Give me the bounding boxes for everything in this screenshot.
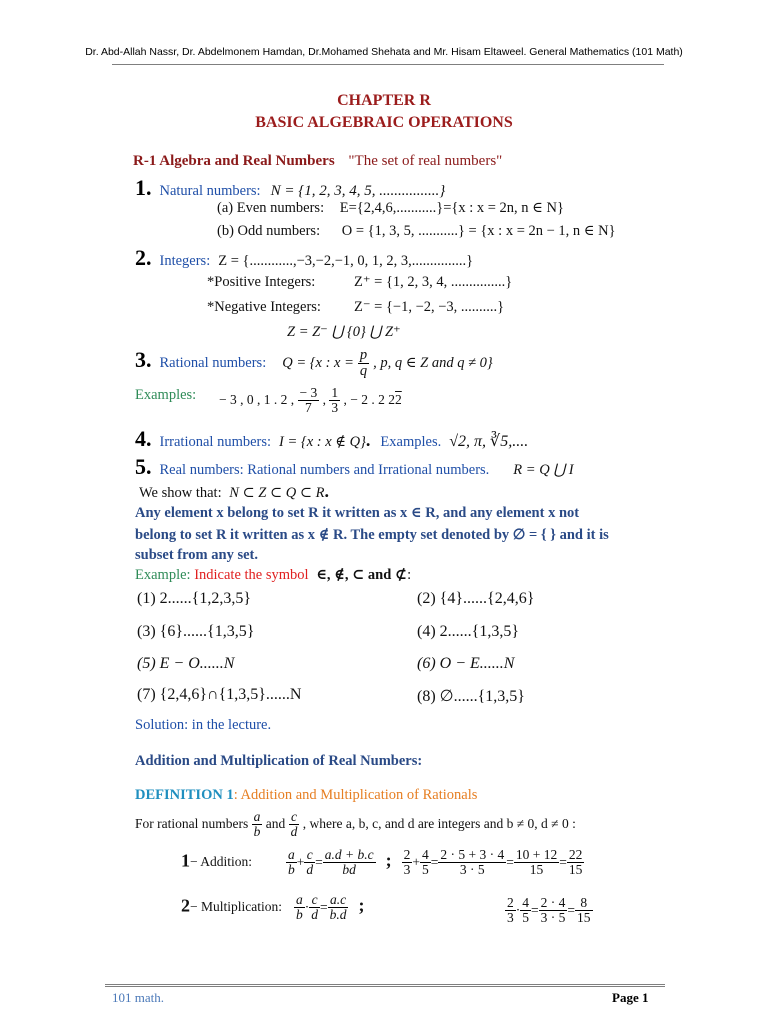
exercise-item: (7) {2,4,6}∩{1,3,5}......N bbox=[137, 686, 302, 703]
even-set: E={2,4,6,...........}={x : x = 2n, n ∈ N} bbox=[339, 200, 564, 216]
intro-fraction-cd bbox=[289, 810, 300, 839]
equals-sign: = bbox=[315, 854, 323, 870]
example-line bbox=[135, 566, 411, 584]
fraction-a-b bbox=[286, 848, 297, 877]
section-quote: "The set of real numbers" bbox=[348, 153, 503, 169]
fraction-numerator: − 3 bbox=[299, 385, 318, 400]
even-numbers bbox=[217, 200, 564, 217]
rational-label: Rational numbers: bbox=[159, 355, 267, 371]
exercise-item: (4) 2......{1,3,5} bbox=[417, 623, 520, 640]
definition-intro bbox=[135, 810, 576, 839]
negative-integers-set: Z⁻ = {−1, −2, −3, ..........} bbox=[354, 299, 505, 315]
fraction-numerator: a.d + b.c bbox=[324, 847, 374, 862]
odd-numbers bbox=[217, 223, 616, 240]
intro-and: and bbox=[265, 815, 286, 831]
chapter-title: CHAPTER R bbox=[337, 92, 431, 109]
exercise-item: (2) {4}......{2,4,6} bbox=[417, 590, 535, 607]
item-5 bbox=[135, 454, 574, 480]
multiplication-number: 2 bbox=[181, 895, 190, 916]
fraction-numerator: 4 bbox=[421, 847, 429, 862]
fraction-denominator: b.d bbox=[329, 907, 347, 923]
item-4 bbox=[135, 426, 528, 452]
element-line-1: Any element x belong to set R it written as x ∈ R, and any element x not bbox=[135, 505, 580, 521]
rational-set-end: , p, q ∈ Z and q ≠ 0} bbox=[373, 355, 493, 371]
fraction-numerator: 10 + 12 bbox=[515, 847, 558, 862]
fraction-numerator: a.c bbox=[329, 892, 347, 907]
example-fraction bbox=[514, 848, 559, 877]
page-header: Dr. Abd-Allah Nassr, Dr. Abdelmonem Hamdan, Dr.Mohamed Shehata and Mr. Hisam Eltaweel. General Mathematics (101 Math) bbox=[85, 46, 683, 58]
set-chain: N ⊂ Z ⊂ Q ⊂ R bbox=[229, 485, 325, 501]
integers-label: Integers: bbox=[159, 253, 211, 269]
fraction-denominator: 3 bbox=[403, 862, 411, 878]
fraction-denominator: 15 bbox=[577, 910, 591, 926]
fraction-numerator: c bbox=[311, 892, 318, 907]
fraction-denominator: bd bbox=[323, 862, 376, 877]
dot-sign: · bbox=[515, 902, 521, 918]
fraction-numerator: a bbox=[288, 847, 295, 862]
multiplication-label: − Multiplication: bbox=[190, 899, 282, 915]
footer-page-number: Page 1 bbox=[612, 990, 649, 1005]
fraction-numerator: 2 · 5 + 3 · 4 bbox=[440, 847, 505, 862]
integer-union: Z = Z⁻ ⋃ {0} ⋃ Z⁺ bbox=[287, 324, 401, 340]
example-fraction bbox=[505, 896, 516, 925]
example-fraction-2 bbox=[329, 386, 340, 415]
fraction-denominator: 7 bbox=[298, 400, 320, 415]
we-show bbox=[139, 481, 329, 502]
equals-sign: = bbox=[531, 902, 539, 918]
plus-sign: + bbox=[412, 854, 420, 870]
example-fraction bbox=[402, 848, 413, 877]
item-number: 5. bbox=[135, 454, 152, 479]
footer-course: 101 math. bbox=[112, 990, 164, 1005]
even-label: (a) Even numbers: bbox=[217, 200, 325, 216]
rational-fraction bbox=[358, 348, 369, 379]
semicolon: ; bbox=[358, 895, 365, 916]
plus-sign: + bbox=[296, 854, 305, 870]
chain-dot: . bbox=[324, 481, 329, 501]
equals-sign: = bbox=[567, 902, 575, 918]
fraction-numerator: 1 bbox=[331, 385, 339, 400]
addition-number: 1 bbox=[181, 850, 190, 871]
fraction-c-d bbox=[304, 848, 315, 877]
equals-sign: = bbox=[430, 854, 439, 870]
fraction-denominator: 15 bbox=[568, 862, 583, 878]
exercise-item: (5) E − O......N bbox=[137, 655, 235, 672]
fraction-denominator: q bbox=[359, 362, 368, 379]
example-fraction bbox=[420, 848, 431, 877]
natural-label: Natural numbers: bbox=[159, 183, 261, 199]
equals-sign: = bbox=[506, 854, 514, 870]
example-label: Example: bbox=[135, 567, 191, 583]
solution-note: Solution: in the lecture. bbox=[135, 717, 272, 733]
example-symbols: ∈, ∉, ⊂ and ⊄ bbox=[316, 567, 408, 583]
irrational-examples-label: Examples. bbox=[380, 434, 442, 450]
semicolon: ; bbox=[385, 850, 392, 871]
fraction-numerator: c bbox=[306, 847, 313, 862]
multiplication-example bbox=[505, 896, 593, 925]
fraction-denominator: 3 · 5 bbox=[438, 862, 506, 877]
addition-row bbox=[181, 848, 584, 877]
example-fraction-1 bbox=[298, 386, 320, 415]
example-separator: , bbox=[322, 391, 326, 407]
example-fraction bbox=[567, 848, 585, 877]
item-1 bbox=[135, 175, 445, 201]
fraction-denominator: 5 bbox=[522, 910, 529, 926]
fraction-denominator: b bbox=[288, 862, 295, 878]
fraction-denominator: b bbox=[253, 824, 261, 840]
fraction-denominator: d bbox=[311, 907, 318, 923]
addition-label: − Addition: bbox=[190, 854, 252, 870]
real-label: Real numbers: Rational numbers and Irrational numbers. bbox=[159, 462, 490, 478]
exercise-item: (3) {6}......{1,3,5} bbox=[137, 623, 255, 640]
multiplication-result bbox=[328, 893, 349, 922]
section-heading bbox=[133, 153, 502, 170]
odd-set: O = {1, 3, 5, ...........} = {x : x = 2n − 1, n ∈ N} bbox=[341, 223, 616, 239]
chapter-subtitle: BASIC ALGEBRAIC OPERATIONS bbox=[255, 114, 513, 131]
example-colon: : bbox=[407, 567, 412, 583]
element-line-3: subset from any set. bbox=[135, 547, 258, 563]
fraction-denominator: d bbox=[306, 862, 314, 878]
example-fraction bbox=[539, 896, 568, 925]
fraction-denominator: 5 bbox=[421, 862, 429, 878]
footer-rule bbox=[105, 984, 665, 987]
fraction-numerator: 2 bbox=[403, 847, 411, 862]
rational-set-start: Q = {x : x = bbox=[282, 355, 354, 371]
item-number: 3. bbox=[135, 347, 152, 372]
section-title: R-1 Algebra and Real Numbers bbox=[133, 153, 335, 169]
header-rule bbox=[112, 64, 664, 65]
add-mult-heading: Addition and Multiplication of Real Numbers: bbox=[135, 753, 423, 769]
fraction-numerator: 4 bbox=[522, 895, 529, 910]
exercise-item: (6) O − E......N bbox=[417, 655, 515, 672]
odd-label: (b) Odd numbers: bbox=[217, 223, 321, 239]
example-fraction bbox=[520, 896, 531, 925]
multiplication-row bbox=[181, 893, 364, 922]
fraction-denominator: 3 · 5 bbox=[540, 910, 566, 926]
repeating-digit: 2 bbox=[395, 391, 402, 407]
intro-conditions: , where a, b, c, and d are integers and b ≠ 0, d ≠ 0 : bbox=[302, 815, 576, 831]
fraction-numerator: 2 bbox=[507, 895, 514, 910]
exercise-item: (1) 2......{1,2,3,5} bbox=[137, 590, 252, 607]
fraction-c-d bbox=[309, 893, 320, 922]
irrational-examples: √2, π, ∛5,.... bbox=[449, 433, 529, 450]
addition-result bbox=[323, 848, 376, 877]
item-number: 4. bbox=[135, 426, 152, 451]
fraction-denominator: d bbox=[290, 824, 298, 840]
example-fraction bbox=[438, 848, 506, 877]
element-line-2: belong to set R it written as x ∉ R. The empty set denoted by ∅ = { } and it is bbox=[135, 527, 609, 543]
definition-label: DEFINITION 1 bbox=[135, 787, 234, 803]
fraction-numerator: 22 bbox=[568, 847, 583, 862]
item-number: 2. bbox=[135, 245, 152, 270]
intro-fraction-ab bbox=[252, 810, 263, 839]
fraction-numerator: 8 bbox=[580, 895, 588, 910]
negative-integers-label: *Negative Integers: bbox=[207, 299, 321, 315]
dot-sign: · bbox=[304, 899, 310, 915]
we-show-label: We show that: bbox=[139, 485, 222, 501]
item-3 bbox=[135, 347, 493, 379]
item-2 bbox=[135, 245, 473, 271]
positive-integers-label: *Positive Integers: bbox=[207, 274, 316, 290]
fraction-a-b bbox=[294, 893, 305, 922]
integers-set: Z = {............,−3,−2,−1, 0, 1, 2, 3,...............} bbox=[218, 253, 474, 269]
example-values: − 3 , 0 , 1 . 2 , bbox=[219, 391, 295, 407]
example-values-2: , − 2 . 2 2 bbox=[343, 391, 395, 407]
fraction-denominator: 3 bbox=[507, 910, 514, 926]
fraction-numerator: a bbox=[253, 809, 261, 824]
example-text: Indicate the symbol bbox=[194, 567, 309, 583]
positive-integers-set: Z⁺ = {1, 2, 3, 4, ...............} bbox=[354, 274, 513, 290]
irrational-label: Irrational numbers: bbox=[159, 434, 272, 450]
equals-sign: = bbox=[319, 899, 328, 915]
definition-heading bbox=[135, 787, 477, 804]
item-number: 1. bbox=[135, 175, 152, 200]
examples-label: Examples: bbox=[135, 387, 197, 403]
irrational-dot: . bbox=[365, 430, 371, 450]
irrational-set: I = {x : x ∉ Q} bbox=[279, 434, 366, 450]
rational-examples bbox=[219, 386, 402, 415]
equals-sign: = bbox=[559, 854, 567, 870]
natural-set: N = {1, 2, 3, 4, 5, ................} bbox=[270, 183, 446, 199]
intro-text: For rational numbers bbox=[135, 815, 249, 831]
fraction-numerator: c bbox=[290, 809, 297, 824]
example-fraction bbox=[575, 896, 593, 925]
fraction-denominator: 15 bbox=[514, 862, 559, 877]
fraction-denominator: 3 bbox=[331, 400, 339, 416]
real-set: R = Q ⋃ I bbox=[513, 462, 574, 478]
fraction-numerator: a bbox=[295, 892, 303, 907]
definition-text: : Addition and Multiplication of Rationals bbox=[233, 787, 478, 803]
fraction-numerator: p bbox=[359, 346, 368, 363]
exercise-item: (8) ∅......{1,3,5} bbox=[417, 688, 525, 705]
fraction-numerator: 2 · 4 bbox=[540, 895, 566, 910]
fraction-denominator: b bbox=[295, 907, 303, 923]
